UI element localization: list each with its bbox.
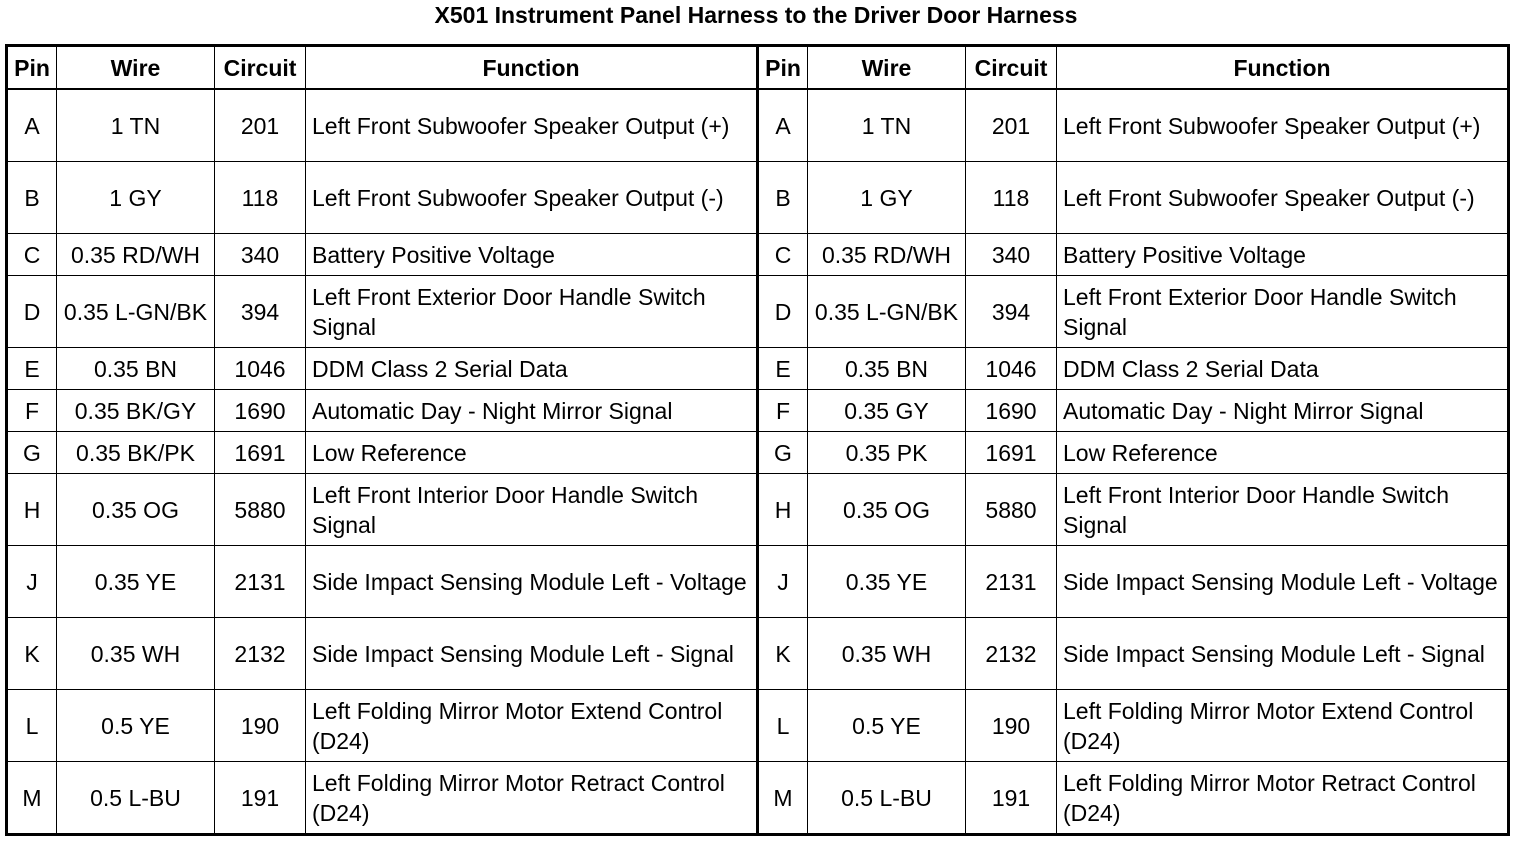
right-function-cell: Battery Positive Voltage xyxy=(1057,234,1509,276)
left-circuit-cell: 201 xyxy=(215,89,306,162)
left-circuit-cell: 340 xyxy=(215,234,306,276)
left-pin-cell: F xyxy=(7,390,57,432)
left-function-cell: Left Front Subwoofer Speaker Output (+) xyxy=(306,89,758,162)
left-function-cell: Left Front Interior Door Handle Switch Signal xyxy=(306,474,758,546)
left-circuit-cell: 1046 xyxy=(215,348,306,390)
right-wire-cell: 1 GY xyxy=(808,162,966,234)
left-wire-cell: 0.35 WH xyxy=(57,618,215,690)
left-function-cell: Side Impact Sensing Module Left - Voltage xyxy=(306,546,758,618)
right-pin-cell: J xyxy=(758,546,808,618)
table-row xyxy=(7,618,1509,690)
left-pin-cell: M xyxy=(7,762,57,835)
right-wire-cell: 0.35 YE xyxy=(808,546,966,618)
table-row xyxy=(7,390,1509,432)
left-wire-cell: 1 GY xyxy=(57,162,215,234)
right-circuit-cell: 394 xyxy=(966,276,1057,348)
right-wire-cell: 0.35 WH xyxy=(808,618,966,690)
left-function-cell: Left Front Exterior Door Handle Switch Signal xyxy=(306,276,758,348)
left-wire-cell: 1 TN xyxy=(57,89,215,162)
right-pin-cell: G xyxy=(758,432,808,474)
right-function-cell: Left Front Interior Door Handle Switch Signal xyxy=(1057,474,1509,546)
right-wire-cell: 0.35 OG xyxy=(808,474,966,546)
left-wire-cell: 0.5 L-BU xyxy=(57,762,215,835)
left-pin-cell: H xyxy=(7,474,57,546)
left-function-cell: Battery Positive Voltage xyxy=(306,234,758,276)
right-pin-cell: D xyxy=(758,276,808,348)
table-row xyxy=(7,432,1509,474)
right-pin-cell: C xyxy=(758,234,808,276)
header-wire: Wire xyxy=(808,46,966,90)
right-circuit-cell: 2131 xyxy=(966,546,1057,618)
connector-table xyxy=(5,44,1510,836)
left-wire-cell: 0.35 L-GN/BK xyxy=(57,276,215,348)
left-circuit-cell: 1690 xyxy=(215,390,306,432)
right-function-cell: Left Front Exterior Door Handle Switch Signal xyxy=(1057,276,1509,348)
right-function-cell: Left Front Subwoofer Speaker Output (+) xyxy=(1057,89,1509,162)
header-circuit: Circuit xyxy=(215,46,306,90)
right-circuit-cell: 5880 xyxy=(966,474,1057,546)
right-circuit-cell: 191 xyxy=(966,762,1057,835)
page-title: X501 Instrument Panel Harness to the Driver Door Harness xyxy=(434,2,1078,28)
left-wire-cell: 0.35 RD/WH xyxy=(57,234,215,276)
right-function-cell: Side Impact Sensing Module Left - Signal xyxy=(1057,618,1509,690)
left-function-cell: Left Front Subwoofer Speaker Output (-) xyxy=(306,162,758,234)
table-row xyxy=(7,690,1509,762)
left-wire-cell: 0.35 BK/PK xyxy=(57,432,215,474)
table-row xyxy=(7,89,1509,162)
left-function-cell: Low Reference xyxy=(306,432,758,474)
left-circuit-cell: 190 xyxy=(215,690,306,762)
right-pin-cell: A xyxy=(758,89,808,162)
right-pin-cell: M xyxy=(758,762,808,835)
left-circuit-cell: 5880 xyxy=(215,474,306,546)
left-wire-cell: 0.35 BN xyxy=(57,348,215,390)
table-row xyxy=(7,762,1509,835)
left-pin-cell: K xyxy=(7,618,57,690)
right-pin-cell: B xyxy=(758,162,808,234)
left-function-cell: Left Folding Mirror Motor Retract Control (D24) xyxy=(306,762,758,835)
right-function-cell: Left Front Subwoofer Speaker Output (-) xyxy=(1057,162,1509,234)
right-pin-cell: H xyxy=(758,474,808,546)
table-row xyxy=(7,546,1509,618)
table-row xyxy=(7,234,1509,276)
left-pin-cell: G xyxy=(7,432,57,474)
header-pin: Pin xyxy=(7,46,57,90)
header-row xyxy=(7,46,1509,90)
left-circuit-cell: 118 xyxy=(215,162,306,234)
left-function-cell: DDM Class 2 Serial Data xyxy=(306,348,758,390)
right-wire-cell: 0.35 L-GN/BK xyxy=(808,276,966,348)
right-wire-cell: 0.35 BN xyxy=(808,348,966,390)
left-pin-cell: L xyxy=(7,690,57,762)
header-pin: Pin xyxy=(758,46,808,90)
right-pin-cell: F xyxy=(758,390,808,432)
right-circuit-cell: 1691 xyxy=(966,432,1057,474)
left-circuit-cell: 2131 xyxy=(215,546,306,618)
right-function-cell: Left Folding Mirror Motor Extend Control (D24) xyxy=(1057,690,1509,762)
right-wire-cell: 0.35 RD/WH xyxy=(808,234,966,276)
right-wire-cell: 0.5 YE xyxy=(808,690,966,762)
right-function-cell: Low Reference xyxy=(1057,432,1509,474)
left-circuit-cell: 1691 xyxy=(215,432,306,474)
header-circuit: Circuit xyxy=(966,46,1057,90)
left-circuit-cell: 2132 xyxy=(215,618,306,690)
right-circuit-cell: 1690 xyxy=(966,390,1057,432)
left-function-cell: Automatic Day - Night Mirror Signal xyxy=(306,390,758,432)
left-wire-cell: 0.35 OG xyxy=(57,474,215,546)
left-pin-cell: D xyxy=(7,276,57,348)
right-pin-cell: L xyxy=(758,690,808,762)
right-function-cell: Automatic Day - Night Mirror Signal xyxy=(1057,390,1509,432)
right-function-cell: Left Folding Mirror Motor Retract Control (D24) xyxy=(1057,762,1509,835)
left-circuit-cell: 191 xyxy=(215,762,306,835)
left-wire-cell: 0.5 YE xyxy=(57,690,215,762)
table-row xyxy=(7,276,1509,348)
left-function-cell: Left Folding Mirror Motor Extend Control (D24) xyxy=(306,690,758,762)
right-circuit-cell: 190 xyxy=(966,690,1057,762)
left-pin-cell: J xyxy=(7,546,57,618)
right-circuit-cell: 1046 xyxy=(966,348,1057,390)
left-pin-cell: A xyxy=(7,89,57,162)
table-row xyxy=(7,474,1509,546)
table-row xyxy=(7,348,1509,390)
header-function: Function xyxy=(306,46,758,90)
right-circuit-cell: 2132 xyxy=(966,618,1057,690)
header-function: Function xyxy=(1057,46,1509,90)
left-wire-cell: 0.35 BK/GY xyxy=(57,390,215,432)
left-function-cell: Side Impact Sensing Module Left - Signal xyxy=(306,618,758,690)
right-function-cell: DDM Class 2 Serial Data xyxy=(1057,348,1509,390)
left-wire-cell: 0.35 YE xyxy=(57,546,215,618)
right-function-cell: Side Impact Sensing Module Left - Voltage xyxy=(1057,546,1509,618)
right-pin-cell: E xyxy=(758,348,808,390)
table-row xyxy=(7,162,1509,234)
left-circuit-cell: 394 xyxy=(215,276,306,348)
left-pin-cell: E xyxy=(7,348,57,390)
right-wire-cell: 0.35 PK xyxy=(808,432,966,474)
right-wire-cell: 1 TN xyxy=(808,89,966,162)
right-circuit-cell: 118 xyxy=(966,162,1057,234)
right-wire-cell: 0.5 L-BU xyxy=(808,762,966,835)
left-pin-cell: B xyxy=(7,162,57,234)
right-wire-cell: 0.35 GY xyxy=(808,390,966,432)
right-circuit-cell: 201 xyxy=(966,89,1057,162)
right-pin-cell: K xyxy=(758,618,808,690)
left-pin-cell: C xyxy=(7,234,57,276)
right-circuit-cell: 340 xyxy=(966,234,1057,276)
header-wire: Wire xyxy=(57,46,215,90)
